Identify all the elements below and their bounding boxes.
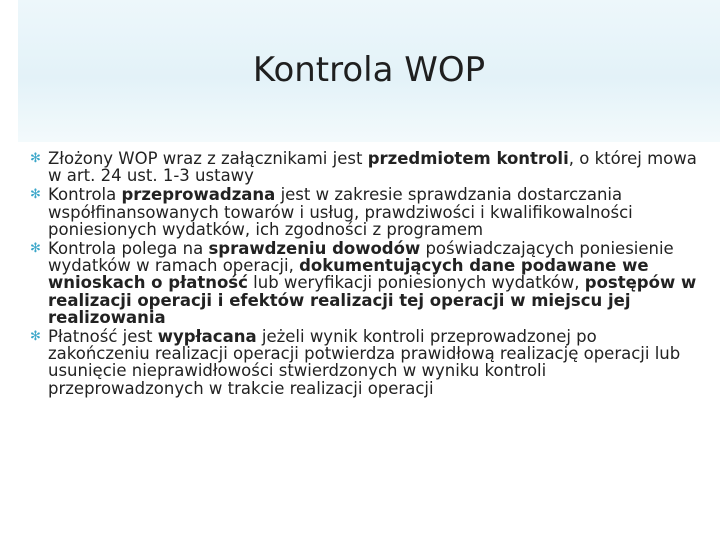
bullet-text	[48, 239, 696, 327]
text-segment: jest w zakresie sprawdzania dostarczania współfinansowanych towarów i usług, prawdziwości i kwalifikowalności poniesionych wydatków, ich zgodności z programem	[48, 185, 633, 239]
bullet-item	[30, 186, 700, 238]
asterisk-bullet-icon: ✻	[30, 151, 41, 166]
asterisk-bullet-icon: ✻	[30, 187, 41, 203]
bold-text-segment: postępów w realizacji operacji i efektów realizacji tej operacji w miejscu jej realizowania	[48, 273, 697, 327]
slide-title: Kontrola WOP	[252, 50, 486, 90]
bullet-text	[48, 327, 680, 398]
text-segment: poświadczających poniesienie wydatków w ramach operacji,	[48, 239, 674, 276]
bold-text-segment: wypłacana	[157, 327, 257, 347]
text-segment: , o której mowa w art. 24 ust. 1-3 ustawy	[48, 149, 697, 186]
bullet-list	[30, 150, 700, 399]
asterisk-bullet-icon: ✻	[30, 329, 41, 345]
text-segment: jeżeli wynik kontroli przeprowadzonej po zakończeniu realizacji operacji potwierdza prawidłową realizację operacji lub usunięcie nieprawidłowości stwierdzonych w wyniku kontroli przeprowadzonych w trakcie realizacji operacji	[48, 327, 681, 398]
bold-text-segment: przeprowadzana	[121, 185, 276, 205]
text-segment: Kontrola	[48, 185, 122, 205]
text-segment: lub weryfikacji poniesionych wydatków,	[247, 273, 585, 293]
bold-text-segment: sprawdzeniu dowodów	[208, 239, 421, 259]
bullet-item	[30, 240, 700, 326]
bullet-text	[48, 185, 633, 238]
asterisk-bullet-icon: ✻	[30, 241, 41, 257]
text-segment: Płatność jest	[48, 327, 158, 347]
bullet-item	[30, 328, 700, 397]
bold-text-segment: przedmiotem kontroli	[367, 149, 569, 168]
text-segment: Kontrola polega na	[48, 239, 209, 259]
bullet-item	[30, 150, 700, 184]
text-segment: Złożony WOP wraz z załącznikami jest	[48, 149, 368, 168]
bold-text-segment: dokumentujących dane podawane we wnioskach o płatność	[48, 256, 649, 293]
bullet-text	[48, 149, 697, 185]
